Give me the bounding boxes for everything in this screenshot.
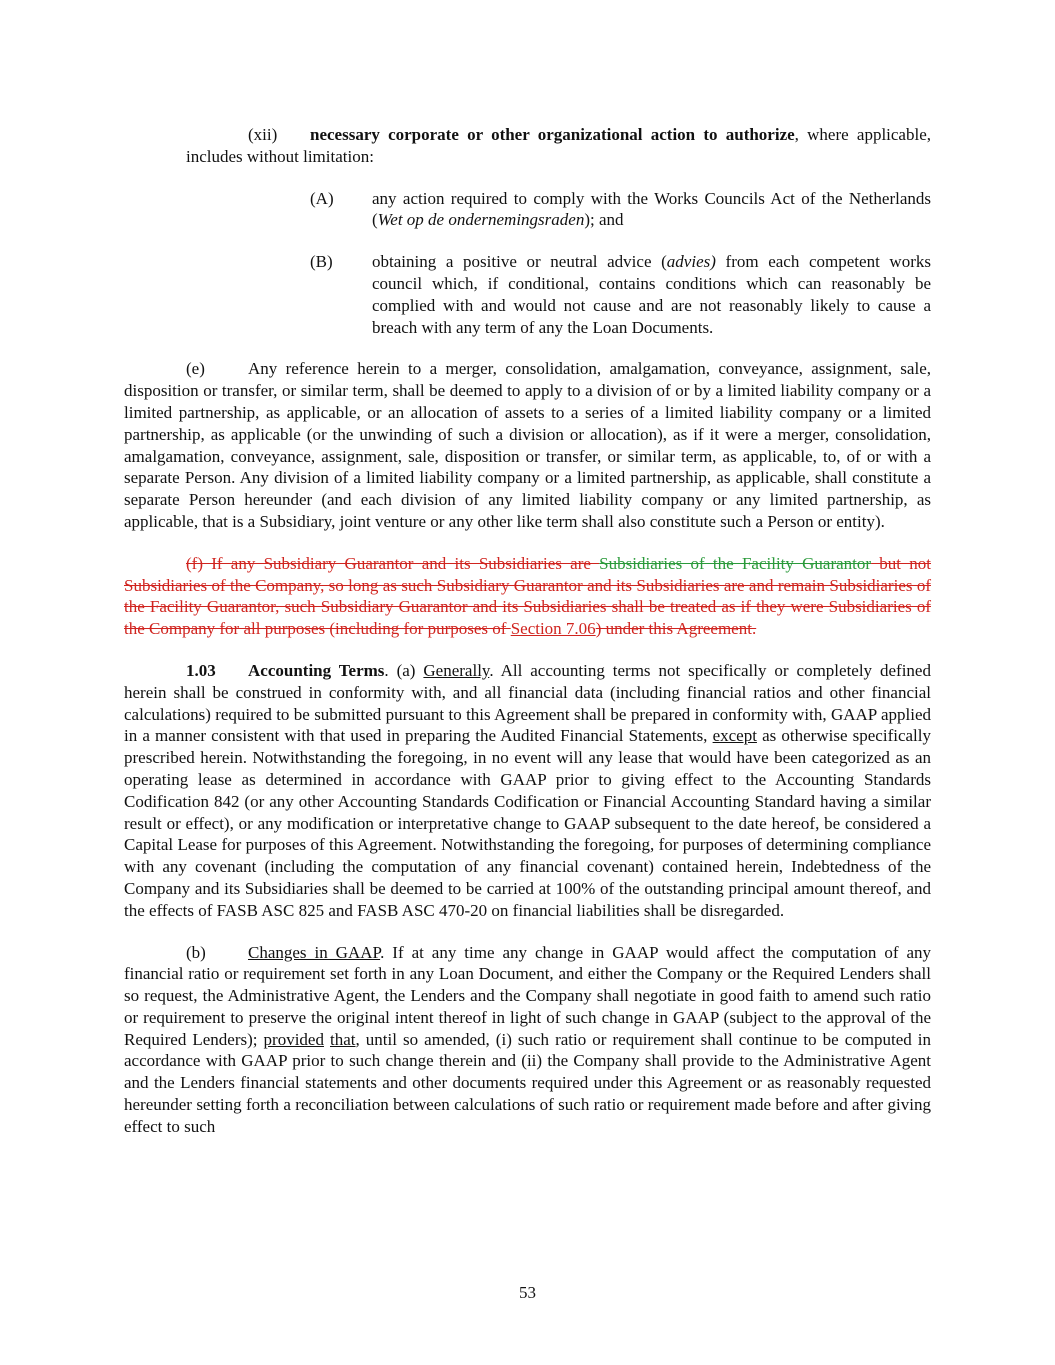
document-page <box>124 124 931 1138</box>
clause-b-provided: provided <box>263 1029 324 1049</box>
section-1-03-text2: as otherwise specifically prescribed herein. Notwithstanding the foregoing, in no event will any lease that would have been categorized as an operating lease as determined in accordance with GAAP prior to giving effect to the Accounting Standards Codification 842 (or any other Accounting Standards Codification or Financial Accounting Standard having a similar result or effect), or any modification or interpretative change to GAAP subsequent to the date hereof, be considered a Capital Lease for purposes of this Agreement. Notwithstanding the foregoing, for purposes of determining compliance with any covenant (including the computation of any financial covenant) contained herein, Indebtedness of the Company and its Subsidiaries shall be deemed to be carried at 100% of the outstanding principal amount thereof, and the effects of FASB ASC 825 and FASB ASC 470-20 on financial liabilities shall be disregarded. <box>124 726 931 920</box>
clause-b-that: that <box>330 1029 356 1049</box>
clause-xii-term: necessary corporate or other organizational action to authorize <box>310 125 795 144</box>
clause-b-text2: , until so amended, (i) such ratio or requirement shall continue to be computed in accordance with GAAP prior to such change therein and (ii) the Company shall provide to the Administrative Agent and the Lenders financial statements and other documents required under this Agreement or as reasonably requested hereunder setting forth a reconciliation between calculations of such ratio or requirement made before and after giving effect to such <box>124 1029 932 1136</box>
sub-item-b-text-end: from each competent works council which, if conditional, contains conditions which can reasonably be complied with and would not cause and are not reasonably likely to cause a breach with any term of any the Loan Documents. <box>372 252 931 337</box>
clause-xii-text: , where applicable, includes without limitation: <box>186 125 931 166</box>
clause-f-part2: but not Subsidiaries of the Company, so long as such Subsidiary Guarantor and its Subsidiaries are and remain Subsidiaries of the Facility Guarantor, such Subsidiary Guarantor and its Subsidiaries shall be treated as if they were Subsidiaries of the Company for all purposes (including for purposes of <box>124 553 931 639</box>
clause-xii-label: (xii) <box>248 125 278 144</box>
clause-f-deleted <box>124 553 931 640</box>
section-1-03 <box>124 660 931 922</box>
clause-f-green: Subsidiaries of the Facility Guarantor <box>599 553 872 573</box>
sub-item-a <box>310 188 931 232</box>
sub-item-b-label: (B) <box>310 252 333 272</box>
sub-item-b-text: obtaining a positive or neutral advice ( <box>372 252 667 272</box>
section-1-03-title: Accounting Terms <box>248 660 385 680</box>
sub-item-a-text-end: ); and <box>584 210 624 230</box>
sub-item-b <box>310 251 931 338</box>
section-1-03-number: 1.03 <box>186 660 216 680</box>
clause-f-part1: (f) If any Subsidiary Guarantor and its Subsidiaries are <box>186 553 600 573</box>
sub-item-a-italic: Wet op de ondernemingsraden <box>377 210 585 230</box>
clause-e-label: (e) <box>186 359 205 379</box>
sub-item-a-label: (A) <box>310 188 334 208</box>
clause-e <box>124 358 931 532</box>
clause-xii <box>186 124 931 168</box>
clause-e-text: Any reference herein to a merger, consolidation, amalgamation, conveyance, assignment, sale, disposition or transfer, or similar term, shall be deemed to apply to a division of or by a limited liability company or a limited partnership, as applicable, or an allocation of assets to a series of a limited liability company or a limited partnership, as applicable (or the unwinding of such a division or allocation), as if it were a merger, consolidation, amalgamation, conveyance, assignment, sale, disposition or transfer, or similar term, as applicable, to, of or with a separate Person. Any division of a limited liability company or a limited partnership, as applicable, shall constitute a separate Person hereunder (and each division of any limited liability company or any limited partnership, as applicable, that is a Subsidiary, joint venture or any other like term shall also constitute such a Person or entity). <box>124 359 931 531</box>
clause-f-section-ref: Section 7.06 <box>510 619 596 639</box>
sub-item-b-italic: advies) <box>666 252 716 272</box>
section-1-03-sub-a-label: . (a) <box>384 660 424 680</box>
page-number: 53 <box>519 1283 536 1302</box>
section-1-03-text1: . All accounting terms not specifically or completely defined herein shall be construed in conformity with, and all financial data (including financial ratios and other financial calculations) required to be submitted pursuant to this Agreement shall be prepared in conformity with, GAAP applied in a manner consistent with that used in preparing the Audited Financial Statements, <box>124 660 931 746</box>
section-1-03-sub-a-heading: Generally <box>423 660 490 680</box>
clause-b-heading: Changes in GAAP <box>248 942 381 962</box>
section-1-03-except: except <box>712 726 757 746</box>
clause-b <box>124 942 931 1138</box>
clause-b-text1: . If at any time any change in GAAP would affect the computation of any financial ratio or requirement set forth in any Loan Document, and either the Company or the Required Lenders shall so request, the Administrative Agent, the Lenders and the Company shall negotiate in good faith to amend such ratio or requirement to preserve the original intent thereof in light of such change in GAAP (subject to the approval of the Required Lenders); <box>124 942 931 1049</box>
sub-item-a-text: any action required to comply with the Works Councils Act of the Netherlands ( <box>372 188 931 230</box>
clause-f-part3: ) under this Agreement. <box>595 619 757 639</box>
clause-b-label: (b) <box>186 942 206 962</box>
